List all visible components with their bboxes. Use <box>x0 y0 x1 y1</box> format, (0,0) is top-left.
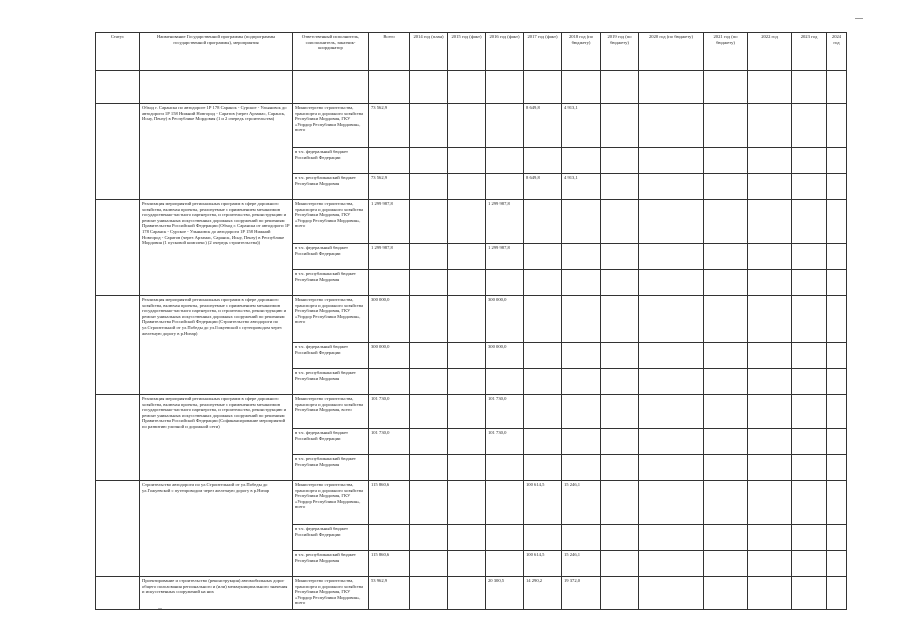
year-value-cell <box>639 551 704 577</box>
year-value-cell <box>748 481 792 525</box>
table-row <box>96 296 847 343</box>
year-value-cell <box>410 148 448 174</box>
year-value-cell <box>792 148 827 174</box>
year-value-cell <box>410 481 448 525</box>
year-value-cell <box>827 525 847 551</box>
year-value-cell <box>448 148 486 174</box>
year-value-cell: 4 913,1 <box>562 174 601 200</box>
year-value-cell <box>792 200 827 244</box>
year-value-cell <box>410 200 448 244</box>
year-value-cell <box>601 429 639 455</box>
executor-cell: в т.ч. республиканский бюджет Республики Мордовия <box>293 270 369 296</box>
executor-cell: в т.ч. федеральный бюджет Российской Федерации <box>293 525 369 551</box>
year-value-cell <box>562 429 601 455</box>
year-value-cell <box>748 525 792 551</box>
year-value-cell <box>827 270 847 296</box>
year-value-cell <box>792 429 827 455</box>
header-2019: 2019 год (по бюджету) <box>601 33 639 71</box>
total-value-cell <box>369 369 410 395</box>
year-value-cell <box>601 244 639 270</box>
year-value-cell <box>704 455 748 481</box>
year-value-cell <box>524 148 562 174</box>
header-2021: 2021 год (по бюджету) <box>704 33 748 71</box>
year-value-cell <box>792 270 827 296</box>
year-value-cell <box>639 244 704 270</box>
year-value-cell <box>410 104 448 148</box>
measure-name-cell: Реализация мероприятий региональных программ в сфере дорожного хозяйства, включая проекты, реализуемые с применением механизмов государственно-частного партнерства, и строительство, реконструкцию и ремонт уникальных искусственных дорожных сооружений по решениям Правительства Российской Федерации (Строительство автодороги по ул.Строительной от ул.Победы до ул.Гожуевской с путепроводом через железную дорогу в р.Низар) <box>140 296 293 395</box>
year-value-cell <box>410 429 448 455</box>
year-value-cell <box>410 270 448 296</box>
year-value-cell <box>601 395 639 429</box>
year-value-cell <box>486 104 524 148</box>
executor-cell: Министерство строительства, транспорта и дорожного хозяйства Республики Мордовия, ГКУ «Упрдор Республики Мордовия», всего <box>293 296 369 343</box>
year-value-cell <box>448 369 486 395</box>
year-value-cell <box>639 481 704 525</box>
year-value-cell <box>792 395 827 429</box>
year-value-cell <box>410 525 448 551</box>
year-value-cell: 100 614,5 <box>524 551 562 577</box>
executor-cell: Министерство строительства, транспорта и дорожного хозяйства Республики Мордовия, ГКУ «Упрдор Республики Мордовия», всего <box>293 481 369 525</box>
total-value-cell <box>369 525 410 551</box>
year-value-cell <box>562 525 601 551</box>
year-value-cell <box>524 369 562 395</box>
measure-name-cell: Проектирование и строительство (реконструкция) автомобильных дорог общего пользования регионального и (или) межмуниципального значения и искусственных сооружений на них <box>140 577 293 610</box>
year-value-cell <box>448 343 486 369</box>
total-value-cell: 73 562,9 <box>369 104 410 148</box>
status-cell <box>96 395 140 481</box>
total-value-cell: 300 000,0 <box>369 343 410 369</box>
executor-cell: в т.ч. федеральный бюджет Российской Федерации <box>293 148 369 174</box>
table-row <box>96 200 847 244</box>
year-value-cell <box>524 200 562 244</box>
executor-cell: Министерство строительства, транспорта и дорожного хозяйства Республики Мордовия, ГКУ «Упрдор Республики Мордовия», всего <box>293 577 369 610</box>
total-value-cell: 1 299 987,8 <box>369 244 410 270</box>
year-value-cell <box>827 577 847 610</box>
year-value-cell <box>639 395 704 429</box>
year-value-cell <box>792 244 827 270</box>
executor-cell: в т.ч. республиканский бюджет Республики Мордовия <box>293 455 369 481</box>
year-value-cell <box>486 369 524 395</box>
year-value-cell <box>827 481 847 525</box>
status-cell <box>96 104 140 200</box>
executor-cell: в т.ч. федеральный бюджет Российской Федерации <box>293 429 369 455</box>
year-value-cell <box>639 455 704 481</box>
total-value-cell: 1 299 987,8 <box>369 200 410 244</box>
year-value-cell <box>562 343 601 369</box>
year-value-cell <box>748 296 792 343</box>
header-2017: 2017 год (факт) <box>524 33 562 71</box>
year-value-cell <box>410 174 448 200</box>
year-value-cell <box>827 244 847 270</box>
year-value-cell <box>448 200 486 244</box>
year-value-cell <box>448 577 486 610</box>
table-row <box>96 395 847 429</box>
header-name: Наименование Государственной программы (подпрограммы государственной программы), мероприятия <box>140 33 293 71</box>
year-value-cell <box>704 148 748 174</box>
year-value-cell <box>827 429 847 455</box>
year-value-cell <box>827 174 847 200</box>
year-value-cell <box>704 296 748 343</box>
year-value-cell <box>827 395 847 429</box>
year-value-cell <box>562 148 601 174</box>
year-value-cell <box>601 148 639 174</box>
year-value-cell <box>827 455 847 481</box>
year-value-cell <box>448 244 486 270</box>
year-value-cell <box>639 148 704 174</box>
year-value-cell: 15 246,1 <box>562 481 601 525</box>
executor-cell: в т.ч. федеральный бюджет Российской Федерации <box>293 343 369 369</box>
year-value-cell: 8 649,8 <box>524 174 562 200</box>
header-2016: 2016 год (факт) <box>486 33 524 71</box>
year-value-cell <box>639 525 704 551</box>
year-value-cell <box>748 200 792 244</box>
year-value-cell <box>410 296 448 343</box>
measure-name-cell: Реализация мероприятий региональных программ в сфере дорожного хозяйства, включая проекты, реализуемые с применением механизмов государственно-частного партнерства, и строительство, реконструкцию и ремонт уникальных искусственных дорожных сооружений по решениям Правительства Российской Федерации (Софинансирование мероприятий по развитию уличной и дорожной сети) <box>140 395 293 481</box>
year-value-cell <box>792 455 827 481</box>
year-value-cell <box>827 104 847 148</box>
year-value-cell: 14 290,2 <box>524 577 562 610</box>
year-value-cell <box>704 343 748 369</box>
executor-cell: Министерство строительства, транспорта и дорожного хозяйства Республики Мордовия, ГКУ «Упрдор Республики Мордовия», всего <box>293 104 369 148</box>
header-2018: 2018 год (по бюджету) <box>562 33 601 71</box>
total-value-cell: 101 730,0 <box>369 429 410 455</box>
year-value-cell <box>562 270 601 296</box>
year-value-cell <box>448 551 486 577</box>
year-value-cell <box>562 200 601 244</box>
total-value-cell: 115 860,6 <box>369 481 410 525</box>
year-value-cell <box>792 525 827 551</box>
year-value-cell <box>448 395 486 429</box>
year-value-cell <box>448 270 486 296</box>
total-value-cell: 300 000,0 <box>369 296 410 343</box>
year-value-cell <box>562 244 601 270</box>
header-2024: 2024 год <box>827 33 847 71</box>
year-value-cell <box>748 244 792 270</box>
executor-cell: Министерство строительства, транспорта и дорожного хозяйства Республики Мордовия, ГКУ «Упрдор Республики Мордовия», всего <box>293 200 369 244</box>
year-value-cell <box>410 343 448 369</box>
year-value-cell <box>748 429 792 455</box>
year-value-cell <box>524 395 562 429</box>
status-cell <box>96 200 140 296</box>
measure-name-cell: Обход г. Саранска по автодороге 1Р 178 Саранск - Сурское - Ульяновск до автодороги 1Р 158 Нижний Новгород - Саратов (через Арзамас, Саранск, Исну, Пензу) в Республике Мордовия (1 и 2 очередь строительства) <box>140 104 293 200</box>
year-value-cell <box>448 174 486 200</box>
year-value-cell <box>601 174 639 200</box>
year-value-cell <box>562 369 601 395</box>
year-value-cell <box>486 525 524 551</box>
year-value-cell <box>748 395 792 429</box>
year-value-cell <box>704 104 748 148</box>
year-value-cell <box>827 551 847 577</box>
executor-cell: в т.ч. федеральный бюджет Российской Федерации <box>293 244 369 270</box>
year-value-cell <box>827 200 847 244</box>
header-total: Всего <box>369 33 410 71</box>
header-2015: 2015 год (факт) <box>448 33 486 71</box>
table-body <box>96 71 847 610</box>
year-value-cell <box>827 343 847 369</box>
year-value-cell <box>704 395 748 429</box>
year-value-cell <box>524 525 562 551</box>
year-value-cell <box>792 296 827 343</box>
year-value-cell <box>792 551 827 577</box>
total-value-cell: 53 962,9 <box>369 577 410 610</box>
year-value-cell <box>486 481 524 525</box>
year-value-cell <box>704 369 748 395</box>
year-value-cell <box>601 296 639 343</box>
year-value-cell <box>524 244 562 270</box>
header-2023: 2023 год <box>792 33 827 71</box>
year-value-cell <box>410 395 448 429</box>
year-value-cell: 20 300,5 <box>486 577 524 610</box>
measure-name-cell: Строительство автодороги по ул.Строительной от ул.Победы до ул.Гожуевской с путепроводом через железную дорогу в р.Низар <box>140 481 293 577</box>
year-value-cell <box>524 343 562 369</box>
year-value-cell <box>704 270 748 296</box>
year-value-cell <box>827 148 847 174</box>
status-cell <box>96 481 140 577</box>
year-value-cell: 8 649,8 <box>524 104 562 148</box>
program-table <box>95 32 847 610</box>
executor-cell: в т.ч. республиканский бюджет Республики Мордовия <box>293 551 369 577</box>
year-value-cell <box>410 455 448 481</box>
total-value-cell: 101 730,0 <box>369 395 410 429</box>
year-value-cell <box>448 429 486 455</box>
year-value-cell: 19 372,0 <box>562 577 601 610</box>
year-value-cell <box>639 174 704 200</box>
year-value-cell <box>448 455 486 481</box>
year-value-cell <box>448 296 486 343</box>
year-value-cell <box>704 551 748 577</box>
header-2022: 2022 год <box>748 33 792 71</box>
year-value-cell <box>827 296 847 343</box>
year-value-cell <box>748 104 792 148</box>
executor-cell: в т.ч. республиканский бюджет Республики Мордовия <box>293 174 369 200</box>
measure-name-cell: Реализация мероприятий региональных программ в сфере дорожного хозяйства, включая проекты, реализуемые с применением механизмов государственно-частного партнерства, и строительство, реконструкцию и ремонт уникальных искусственных дорожных сооружений по решениям Правительства Российской Федерации (Обход г. Саранска от автодороги 1Р 178 Саранск - Сурское - Ульяновск до автодороги 1Р 158 Нижний Новгород - Саратов (через Арзамас, Саранск, Исну, Пензу) в Республике Мордовия (1 пусковой комплекс) (2 очередь строительства)) <box>140 200 293 296</box>
year-value-cell <box>748 270 792 296</box>
year-value-cell: 1 299 987,8 <box>486 200 524 244</box>
year-value-cell <box>601 481 639 525</box>
year-value-cell <box>639 369 704 395</box>
year-value-cell <box>792 481 827 525</box>
header-row <box>96 33 847 71</box>
year-value-cell <box>601 343 639 369</box>
year-value-cell <box>639 104 704 148</box>
year-value-cell <box>486 270 524 296</box>
table-row <box>96 104 847 148</box>
total-value-cell <box>369 270 410 296</box>
year-value-cell <box>601 104 639 148</box>
header-executor: Ответственный исполнитель, соисполнитель, заказчик-координатор <box>293 33 369 71</box>
year-value-cell <box>704 525 748 551</box>
year-value-cell <box>486 551 524 577</box>
year-value-cell <box>792 577 827 610</box>
year-value-cell <box>562 395 601 429</box>
year-value-cell: 300 000,0 <box>486 296 524 343</box>
header-2020: 2020 год (по бюджету) <box>639 33 704 71</box>
status-cell <box>96 577 140 610</box>
year-value-cell <box>410 369 448 395</box>
spacer-row <box>96 71 847 104</box>
year-value-cell <box>562 455 601 481</box>
year-value-cell <box>601 455 639 481</box>
year-value-cell <box>639 200 704 244</box>
year-value-cell <box>601 270 639 296</box>
year-value-cell <box>704 577 748 610</box>
year-value-cell <box>639 296 704 343</box>
year-value-cell <box>748 551 792 577</box>
year-value-cell <box>486 148 524 174</box>
year-value-cell <box>827 369 847 395</box>
table-row <box>96 481 847 525</box>
year-value-cell <box>792 174 827 200</box>
year-value-cell <box>792 343 827 369</box>
year-value-cell <box>601 200 639 244</box>
status-cell <box>96 296 140 395</box>
total-value-cell <box>369 455 410 481</box>
year-value-cell <box>704 244 748 270</box>
year-value-cell <box>601 525 639 551</box>
year-value-cell <box>410 244 448 270</box>
year-value-cell <box>704 481 748 525</box>
year-value-cell <box>524 296 562 343</box>
year-value-cell <box>486 174 524 200</box>
total-value-cell: 115 860,6 <box>369 551 410 577</box>
year-value-cell <box>448 525 486 551</box>
year-value-cell <box>704 174 748 200</box>
year-value-cell <box>562 296 601 343</box>
year-value-cell <box>704 429 748 455</box>
year-value-cell <box>639 270 704 296</box>
year-value-cell <box>601 369 639 395</box>
year-value-cell <box>704 200 748 244</box>
year-value-cell <box>792 104 827 148</box>
year-value-cell <box>410 551 448 577</box>
year-value-cell <box>792 369 827 395</box>
year-value-cell: 4 913,1 <box>562 104 601 148</box>
year-value-cell <box>639 429 704 455</box>
year-value-cell <box>748 174 792 200</box>
year-value-cell: 1 299 987,8 <box>486 244 524 270</box>
year-value-cell <box>748 369 792 395</box>
year-value-cell <box>524 429 562 455</box>
year-value-cell <box>448 104 486 148</box>
year-value-cell <box>448 481 486 525</box>
header-2014: 2014 год (план) <box>410 33 448 71</box>
year-value-cell <box>639 577 704 610</box>
year-value-cell <box>524 270 562 296</box>
year-value-cell <box>748 577 792 610</box>
year-value-cell <box>601 551 639 577</box>
year-value-cell <box>601 577 639 610</box>
table-row <box>96 577 847 610</box>
year-value-cell <box>748 343 792 369</box>
year-value-cell <box>748 148 792 174</box>
year-value-cell <box>524 455 562 481</box>
year-value-cell: 15 246,1 <box>562 551 601 577</box>
year-value-cell: 100 614,5 <box>524 481 562 525</box>
total-value-cell: 73 562,9 <box>369 174 410 200</box>
year-value-cell <box>410 577 448 610</box>
year-value-cell <box>486 455 524 481</box>
year-value-cell: 300 000,0 <box>486 343 524 369</box>
executor-cell: Министерство строительства, транспорта и дорожного хозяйства Республики Мордовия, всего <box>293 395 369 429</box>
year-value-cell <box>639 343 704 369</box>
year-value-cell: 101 730,0 <box>486 429 524 455</box>
total-value-cell <box>369 148 410 174</box>
executor-cell: в т.ч. республиканский бюджет Республики Мордовия <box>293 369 369 395</box>
year-value-cell <box>748 455 792 481</box>
page-dash-mark <box>855 18 863 19</box>
header-status: Статус <box>96 33 140 71</box>
year-value-cell: 101 730,0 <box>486 395 524 429</box>
